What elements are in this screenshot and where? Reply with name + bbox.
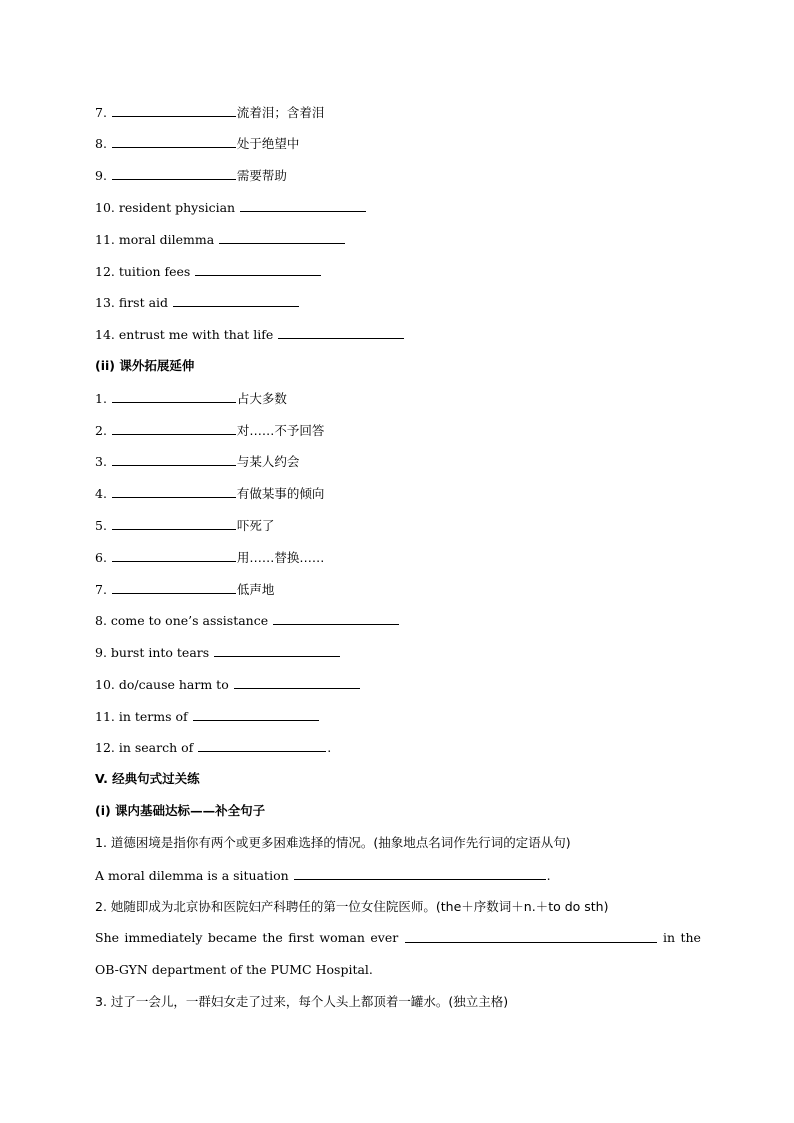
item-prompt: 与某人约会 (236, 454, 300, 469)
item-number: 5. (95, 518, 107, 533)
answer-blank[interactable] (195, 261, 321, 276)
answer-blank[interactable] (112, 547, 236, 562)
exercise-item (95, 261, 322, 281)
sentence-word: became (207, 930, 257, 945)
exercise-item (95, 388, 287, 408)
answer-blank[interactable] (112, 515, 236, 530)
answer-blank[interactable] (173, 292, 299, 307)
exercise-item (95, 579, 274, 599)
answer-blank[interactable] (112, 483, 236, 498)
exercise-item (95, 197, 367, 217)
exercise-item (95, 642, 341, 662)
item-prompt: 8. come to one’s assistance (95, 613, 269, 628)
exercise-item (95, 706, 320, 726)
sentence-continuation: OB-GYN department of the PUMC Hospital. (95, 962, 373, 977)
subsection-heading: (i) 课内基础达标——补全句子 (95, 803, 266, 818)
exercise-item (95, 102, 324, 122)
item-prompt: 有做某事的倾向 (236, 486, 325, 501)
item-number: 2. (95, 423, 107, 438)
answer-blank[interactable] (240, 197, 366, 212)
answer-blank[interactable] (198, 737, 326, 752)
answer-blank[interactable] (294, 865, 546, 880)
exercise-item (95, 292, 300, 312)
item-prompt: 吓死了 (236, 518, 275, 533)
sentence-word: immediately (124, 930, 203, 945)
sentence-start: A moral dilemma is a situation (95, 868, 289, 883)
exercise-item (95, 324, 405, 344)
item-number: 9. (95, 168, 107, 183)
answer-blank[interactable] (112, 165, 236, 180)
exercise-item (95, 229, 346, 249)
item-prompt: 需要帮助 (236, 168, 287, 183)
exercise-item (95, 515, 274, 535)
question-prompt: 2. 她随即成为北京协和医院妇产科聘任的第一位女住院医师。(the＋序数词＋n.＋to do sth) (95, 899, 609, 914)
answer-blank[interactable] (219, 229, 345, 244)
item-prompt: 12. in search of (95, 740, 194, 755)
period: . (327, 740, 332, 755)
answer-blank[interactable] (112, 451, 236, 466)
answer-blank[interactable] (234, 674, 360, 689)
answer-blank[interactable] (112, 133, 236, 148)
exercise-item (95, 610, 400, 630)
answer-blank[interactable] (273, 610, 399, 625)
item-prompt: 对……不予回答 (236, 423, 325, 438)
exercise-item (95, 737, 331, 757)
answer-blank[interactable] (112, 420, 236, 435)
item-number: 1. (95, 391, 107, 406)
exercise-item (95, 483, 324, 503)
item-number: 4. (95, 486, 107, 501)
item-prompt: 占大多数 (236, 391, 287, 406)
exercise-item (95, 547, 324, 567)
question-prompt: 3. 过了一会儿，一群妇女走了过来，每个人头上都顶着一罐水。(独立主格) (95, 994, 509, 1009)
sentence-word: woman (319, 930, 365, 945)
section-heading: V. 经典句式过关练 (95, 771, 200, 786)
item-prompt: 用……替换…… (236, 550, 325, 565)
exercise-item (95, 420, 324, 440)
item-number: 7. (95, 105, 107, 120)
item-prompt: 低声地 (236, 582, 275, 597)
answer-blank[interactable] (405, 928, 657, 943)
item-prompt: 11. moral dilemma (95, 232, 215, 247)
item-number: 6. (95, 550, 107, 565)
period: . (546, 868, 551, 883)
sentence-word: the (680, 930, 701, 945)
exercise-item (95, 674, 361, 694)
answer-blank[interactable] (193, 706, 319, 721)
answer-blank[interactable] (112, 579, 236, 594)
exercise-item (95, 451, 299, 471)
sentence-item (95, 928, 701, 948)
item-prompt: 10. do/cause harm to (95, 677, 229, 692)
item-number: 7. (95, 582, 107, 597)
answer-blank[interactable] (278, 324, 404, 339)
exercise-item (95, 165, 287, 185)
item-prompt: 11. in terms of (95, 709, 188, 724)
answer-blank[interactable] (214, 642, 340, 657)
answer-blank[interactable] (112, 102, 236, 117)
sentence-word: the (262, 930, 283, 945)
item-prompt: 9. burst into tears (95, 645, 210, 660)
item-prompt: 14. entrust me with that life (95, 327, 274, 342)
sentence-word: ever (370, 930, 399, 945)
sentence-word: first (288, 930, 314, 945)
answer-blank[interactable] (112, 388, 236, 403)
item-prompt: 12. tuition fees (95, 264, 191, 279)
item-prompt: 流着泪；含着泪 (236, 105, 325, 120)
sentence-word: in (662, 930, 676, 945)
item-prompt: 10. resident physician (95, 200, 236, 215)
sentence-word: She (95, 930, 120, 945)
exercise-item (95, 133, 299, 153)
sentence-item (95, 865, 551, 885)
section-heading: (ii) 课外拓展延伸 (95, 358, 195, 373)
item-prompt: 13. first aid (95, 295, 169, 310)
item-number: 3. (95, 454, 107, 469)
item-number: 8. (95, 136, 107, 151)
item-prompt: 处于绝望中 (236, 136, 300, 151)
question-prompt: 1. 道德困境是指你有两个或更多困难选择的情况。(抽象地点名词作先行词的定语从句) (95, 835, 571, 850)
